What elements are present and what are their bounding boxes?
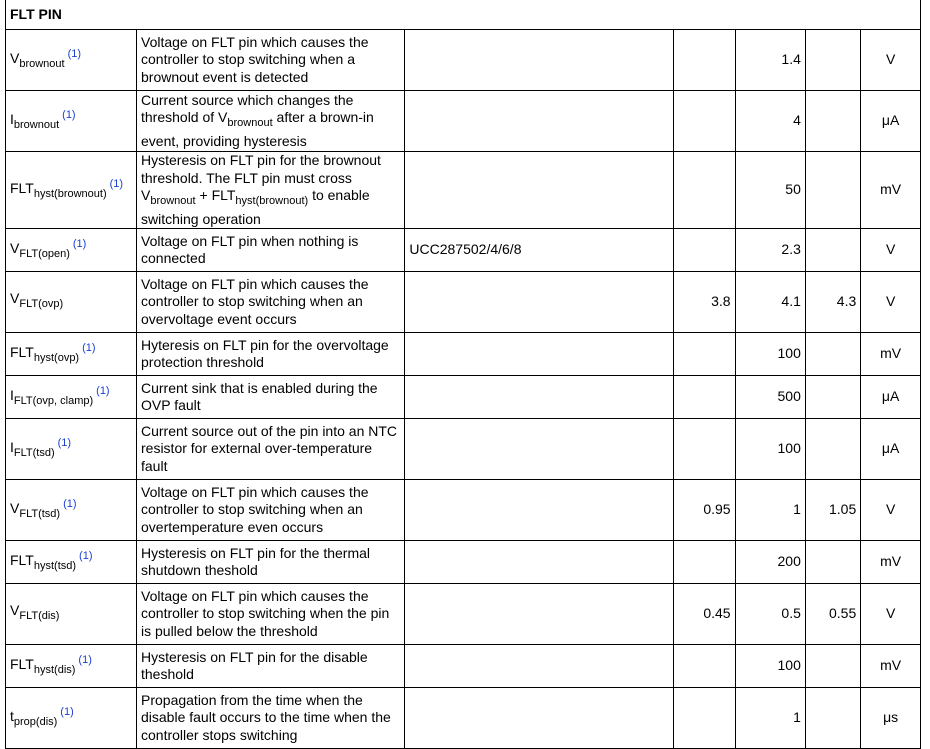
min-value [673,91,735,152]
max-value [805,30,860,91]
min-value [673,688,735,749]
parameter-symbol-cell [6,333,137,376]
symbol-subscript: brownout [19,58,65,71]
parameter-description [137,688,405,749]
description-text: Hysteresis on FLT pin for the thermal shutdown theshold [141,544,371,578]
description-text: Current source out of the pin into an NTC resistor for external over-temperature fault [141,422,398,474]
min-value [673,152,735,229]
footnote-ref: (1) [109,178,124,191]
test-condition [405,376,673,419]
unit: V [861,229,921,272]
table-row [6,152,921,229]
unit: μA [861,91,921,152]
typ-value: 1 [735,480,805,541]
typ-value: 1.4 [735,30,805,91]
min-value [673,333,735,376]
typ-value: 100 [735,419,805,480]
table-row [6,645,921,688]
max-value: 4.3 [805,272,860,333]
parameter-description [137,152,405,229]
parameter-description [137,376,405,419]
parameter-symbol [10,706,74,729]
symbol-base: V [10,500,20,517]
description-text: Hysteresis on FLT pin for the brownout threshold. The FLT pin must cross V [141,152,381,203]
parameter-description [137,91,405,152]
footnote-ref: (1) [62,109,76,122]
parameter-symbol-cell [6,541,137,584]
unit: μs [861,688,921,749]
description-subscript: brownout [150,195,196,207]
symbol-base: I [10,387,14,404]
description-text: Hysteresis on FLT pin for the disable theshold [141,648,368,682]
parameter-description [137,333,405,376]
parameter-symbol [10,290,64,311]
footnote-ref: (1) [79,550,93,563]
parameter-symbol-cell [6,376,137,419]
typ-value: 2.3 [735,229,805,272]
table-row [6,30,921,91]
symbol-base: V [10,290,20,307]
unit: μA [861,419,921,480]
max-value [805,229,860,272]
typ-value: 200 [735,541,805,584]
symbol-base: V [10,602,20,619]
description-text: to enable switching operation [141,187,370,227]
typ-value: 50 [735,152,805,229]
table-row [6,480,921,541]
symbol-base: I [10,439,14,456]
max-value [805,91,860,152]
test-condition [405,419,673,480]
parameter-symbol-cell [6,419,137,480]
unit: V [861,480,921,541]
parameter-symbol [10,550,93,573]
symbol-subscript: hyst(tsd) [33,560,77,573]
min-value: 0.95 [673,480,735,541]
typ-value: 500 [735,376,805,419]
footnote-ref: (1) [60,706,74,719]
parameter-symbol-cell [6,152,137,229]
footnote-ref: (1) [96,385,110,398]
test-condition [405,152,673,229]
test-condition [405,272,673,333]
symbol-base: FLT [10,180,34,197]
parameter-symbol [10,238,87,261]
table-body [6,0,921,749]
min-value [673,30,735,91]
parameter-symbol [10,48,82,71]
parameter-description [137,229,405,272]
max-value: 0.55 [805,584,860,645]
min-value: 3.8 [673,272,735,333]
test-condition: UCC287502/4/6/8 [405,229,673,272]
parameter-description [137,645,405,688]
table-row [6,376,921,419]
description-text: Voltage on FLT pin which causes the controller to stop switching when an overtemperature even occurs [141,483,369,535]
symbol-base: V [10,50,20,67]
parameter-symbol [10,109,76,132]
parameter-symbol-cell [6,645,137,688]
parameter-symbol-cell [6,272,137,333]
symbol-base: FLT [10,344,34,361]
unit: mV [861,333,921,376]
test-condition [405,91,673,152]
table-row [6,419,921,480]
unit: mV [861,152,921,229]
unit: mV [861,645,921,688]
section-title: FLT PIN [6,0,921,30]
parameter-symbol-cell [6,584,137,645]
parameter-symbol [10,385,110,408]
table-row [6,541,921,584]
description-text: Propagation from the time when the disable fault occurs to the time when the controller stops switching [141,691,391,743]
test-condition [405,30,673,91]
footnote-ref: (1) [78,654,92,667]
symbol-subscript: FLT(open) [19,248,70,261]
test-condition [405,480,673,541]
parameter-symbol [10,498,77,521]
table-row [6,91,921,152]
parameter-symbol [10,602,60,623]
footnote-ref: (1) [57,437,72,450]
max-value [805,688,860,749]
typ-value: 1 [735,688,805,749]
parameter-description [137,30,405,91]
parameter-symbol [10,654,92,677]
parameter-description [137,584,405,645]
test-condition [405,541,673,584]
parameter-symbol-cell [6,229,137,272]
symbol-subscript: FLT(tsd) [19,508,61,521]
description-text: Voltage on FLT pin which causes the controller to stop switching when an overvoltage event occurs [141,275,369,327]
min-value [673,419,735,480]
parameter-symbol-cell [6,688,137,749]
unit: μA [861,376,921,419]
section-header-row [6,0,921,30]
table-row [6,229,921,272]
typ-value: 0.5 [735,584,805,645]
min-value [673,229,735,272]
typ-value: 100 [735,333,805,376]
symbol-subscript: FLT(dis) [19,610,60,623]
max-value [805,376,860,419]
max-value: 1.05 [805,480,860,541]
description-text: Voltage on FLT pin which causes the controller to stop switching when a brownout event is detected [141,33,369,85]
symbol-subscript: prop(dis) [13,716,58,729]
parameter-description [137,419,405,480]
footnote-ref: (1) [72,238,87,251]
symbol-base: V [10,240,20,257]
parameter-symbol-cell [6,30,137,91]
min-value: 0.45 [673,584,735,645]
description-text: after a brown-in event, providing hysteresis [141,109,374,149]
description-subscript: brownout [227,117,273,130]
symbol-base: FLT [10,656,34,673]
description-text: Voltage on FLT pin when nothing is connected [141,232,359,266]
symbol-subscript: hyst(ovp) [33,352,80,365]
max-value [805,419,860,480]
description-text: Voltage on FLT pin which causes the controller to stop switching when the pin is pulled below the threshold [141,587,390,639]
symbol-subscript: FLT(tsd) [13,447,55,460]
table-row [6,333,921,376]
parameter-symbol [10,178,124,201]
min-value [673,376,735,419]
parameter-symbol [10,342,96,365]
parameter-symbol-cell [6,480,137,541]
typ-value: 100 [735,645,805,688]
typ-value: 4.1 [735,272,805,333]
unit: V [861,272,921,333]
description-text: Current source which changes the threshold of V [141,91,354,126]
typ-value: 4 [735,91,805,152]
description-subscript: hyst(brownout) [235,195,309,207]
description-text: + FLT [195,187,236,203]
max-value [805,333,860,376]
footnote-ref: (1) [82,342,96,355]
electrical-characteristics-table [5,0,921,749]
symbol-subscript: hyst(dis) [33,664,76,677]
symbol-base: I [10,111,14,128]
parameter-description [137,272,405,333]
table-row [6,688,921,749]
description-text: Current sink that is enabled during the OVP fault [141,379,378,413]
symbol-subscript: brownout [13,119,60,132]
symbol-base: t [10,708,14,725]
max-value [805,645,860,688]
unit: V [861,30,921,91]
max-value [805,541,860,584]
symbol-subscript: FLT(ovp) [19,298,64,311]
footnote-ref: (1) [63,498,77,511]
test-condition [405,688,673,749]
table-row [6,272,921,333]
test-condition [405,645,673,688]
unit: V [861,584,921,645]
parameter-symbol [10,437,72,460]
min-value [673,541,735,584]
parameter-description [137,480,405,541]
symbol-subscript: FLT(ovp, clamp) [13,395,94,408]
parameter-description [137,541,405,584]
unit: mV [861,541,921,584]
min-value [673,645,735,688]
symbol-base: FLT [10,552,34,569]
description-text: Hyteresis on FLT pin for the overvoltage protection threshold [141,336,389,370]
parameter-symbol-cell [6,91,137,152]
table-row [6,584,921,645]
footnote-ref: (1) [67,48,82,61]
symbol-subscript: hyst(brownout) [33,188,107,201]
max-value [805,152,860,229]
test-condition [405,584,673,645]
test-condition [405,333,673,376]
